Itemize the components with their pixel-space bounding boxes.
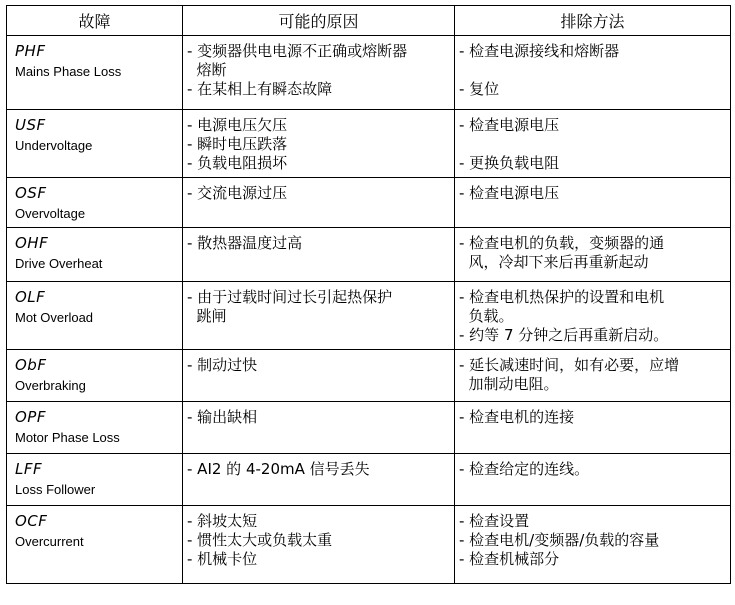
cause-line: - 在某相上有瞬态故障 [187, 80, 333, 98]
remedy-line: 风，冷却下来后再重新起动 [459, 253, 649, 271]
table-row [7, 36, 731, 110]
cause-cell [183, 506, 455, 584]
header-fault: 故障 [7, 6, 183, 36]
cause-cell [183, 454, 455, 506]
remedy-line: - 更换负载电阻 [459, 154, 560, 172]
fault-cell [7, 506, 183, 584]
fault-cell [7, 350, 183, 402]
header-remedy: 排除方法 [455, 6, 731, 36]
fault-name: Undervoltage [15, 138, 93, 153]
fault-code: OHF [15, 234, 49, 252]
cause-cell [183, 402, 455, 454]
fault-code: USF [15, 116, 46, 134]
table-row [7, 506, 731, 584]
fault-cell [7, 36, 183, 110]
cause-cell [183, 36, 455, 110]
remedy-cell [455, 402, 731, 454]
remedy-cell [455, 178, 731, 228]
fault-name: Mot Overload [15, 310, 94, 325]
spacer-line [459, 61, 726, 80]
fault-name: Loss Follower [15, 482, 96, 497]
cause-line: - AI2 的 4-20mA 信号丢失 [187, 460, 370, 478]
fault-code: OCF [15, 512, 48, 530]
fault-name: Overbraking [15, 378, 86, 393]
remedy-line: - 检查电机的负载，变频器的通 [459, 234, 665, 252]
remedy-cell [455, 36, 731, 110]
remedy-line: - 复位 [459, 80, 500, 98]
remedy-cell [455, 282, 731, 350]
fault-cell [7, 110, 183, 178]
remedy-line: - 约等 7 分钟之后再重新启动。 [459, 326, 669, 344]
fault-body [7, 36, 731, 584]
spacer-line [459, 135, 726, 154]
fault-name: Motor Phase Loss [15, 430, 120, 445]
remedy-line: - 检查电机热保护的设置和电机 [459, 288, 665, 306]
remedy-line: - 延长减速时间，如有必要，应增 [459, 356, 680, 374]
remedy-line: - 检查电源接线和熔断器 [459, 42, 620, 60]
fault-cell [7, 454, 183, 506]
cause-cell [183, 110, 455, 178]
remedy-line: 负载。 [459, 307, 514, 325]
fault-code: ObF [15, 356, 47, 374]
fault-code: OLF [15, 288, 46, 306]
remedy-line: 加制动电阻。 [459, 375, 559, 393]
cause-line: - 交流电源过压 [187, 184, 288, 202]
cause-line: 熔断 [187, 61, 227, 79]
fault-cell [7, 178, 183, 228]
remedy-cell [455, 110, 731, 178]
fault-cell [7, 282, 183, 350]
cause-line: - 斜坡太短 [187, 512, 258, 530]
cause-line: - 由于过载时间过长引起热保护 [187, 288, 393, 306]
fault-name: Overvoltage [15, 206, 86, 221]
table-row [7, 228, 731, 282]
cause-line: - 散热器温度过高 [187, 234, 303, 252]
table-row [7, 110, 731, 178]
table-row [7, 402, 731, 454]
cause-cell [183, 178, 455, 228]
fault-table [6, 5, 731, 584]
remedy-cell [455, 454, 731, 506]
fault-code: PHF [15, 42, 46, 60]
remedy-line: - 检查电源电压 [459, 116, 560, 134]
remedy-line: - 检查电机/变频器/负载的容量 [459, 531, 660, 549]
cause-line: - 负载电阻损坏 [187, 154, 288, 172]
cause-line: - 电源电压欠压 [187, 116, 288, 134]
table-row [7, 350, 731, 402]
cause-line: - 制动过快 [187, 356, 258, 374]
fault-name: Mains Phase Loss [15, 64, 122, 79]
table-row [7, 454, 731, 506]
header-row [7, 6, 731, 36]
cause-line: 跳闸 [187, 307, 227, 325]
fault-name: Overcurrent [15, 534, 84, 549]
cause-line: - 输出缺相 [187, 408, 258, 426]
remedy-cell [455, 228, 731, 282]
cause-line: - 机械卡位 [187, 550, 258, 568]
cause-line: - 变频器供电电源不正确或熔断器 [187, 42, 408, 60]
fault-name: Drive Overheat [15, 256, 103, 271]
remedy-line: - 检查给定的连线。 [459, 460, 590, 478]
cause-cell [183, 228, 455, 282]
remedy-line: - 检查电机的连接 [459, 408, 575, 426]
fault-code: OPF [15, 408, 46, 426]
remedy-line: - 检查电源电压 [459, 184, 560, 202]
fault-code: OSF [15, 184, 47, 202]
remedy-line: - 检查机械部分 [459, 550, 560, 568]
fault-code: LFF [15, 460, 43, 478]
fault-cell [7, 228, 183, 282]
cause-line: - 惯性太大或负载太重 [187, 531, 333, 549]
cause-cell [183, 282, 455, 350]
remedy-cell [455, 506, 731, 584]
remedy-cell [455, 350, 731, 402]
fault-cell [7, 402, 183, 454]
cause-line: - 瞬时电压跌落 [187, 135, 288, 153]
table-row [7, 282, 731, 350]
remedy-line: - 检查设置 [459, 512, 530, 530]
header-cause: 可能的原因 [183, 6, 455, 36]
table-row [7, 178, 731, 228]
cause-cell [183, 350, 455, 402]
